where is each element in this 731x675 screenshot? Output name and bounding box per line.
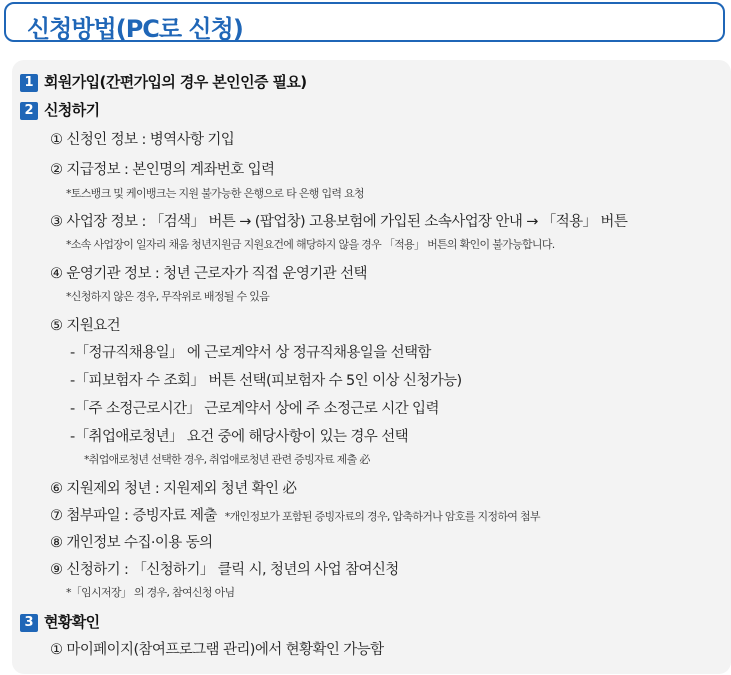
step-label: 신청하기 <box>44 101 100 119</box>
step-label: 현황확인 <box>44 613 100 631</box>
item-note: *취업애로청년 선택한 경우, 취업애로청년 관련 증빙자료 제출 必 <box>84 453 370 466</box>
step-3 <box>20 611 100 632</box>
item-note: *소속 사업장이 일자리 채움 청년지원금 지원요건에 해당하지 않을 경우 「적용」 버튼의 확인이 불가능합니다. <box>66 238 555 251</box>
list-item: ③ 사업장 정보 : 「검색」 버튼 → (팝업창) 고용보험에 가입된 소속사업장 안내 → 「적용」 버튼 <box>50 214 628 230</box>
sub-item: -「주 소정근로시간」 근로계약서 상에 주 소정근로 시간 입력 <box>70 401 439 417</box>
list-item: ⑥ 지원제외 청년 : 지원제외 청년 확인 必 <box>50 481 297 497</box>
item-note: *신청하지 않은 경우, 무작위로 배정될 수 있음 <box>66 290 270 303</box>
list-item: ① 신청인 정보 : 병역사항 기입 <box>50 132 235 148</box>
list-item: ① 마이페이지(참여프로그램 관리)에서 현황확인 가능함 <box>50 642 384 658</box>
page-title: 신청방법(PC로 신청) <box>27 15 243 43</box>
list-item: ⑤ 지원요건 <box>50 318 121 334</box>
sub-item: -「취업애로청년」 요건 중에 해당사항이 있는 경우 선택 <box>70 429 409 445</box>
section-title-box <box>4 2 725 42</box>
item-note: *개인정보가 포함된 증빙자료의 경우, 압축하거나 암호를 지정하여 첨부 <box>224 510 540 523</box>
step-2 <box>20 99 100 120</box>
sub-item: -「정규직채용일」 에 근로계약서 상 정규직채용일을 선택함 <box>70 345 431 361</box>
list-item: ④ 운영기관 정보 : 청년 근로자가 직접 운영기관 선택 <box>50 266 367 282</box>
step-number-badge: 2 <box>20 102 38 120</box>
item-note: *토스뱅크 및 케이뱅크는 지원 불가능한 은행으로 타 은행 입력 요청 <box>66 187 364 200</box>
step-label: 회원가입(간편가입의 경우 본인인증 필요) <box>44 73 307 91</box>
content-panel <box>12 60 731 674</box>
step-1 <box>20 71 307 92</box>
list-item: ⑧ 개인정보 수집·이용 동의 <box>50 535 213 551</box>
item-label: ⑦ 첨부파일 : 증빙자료 제출 <box>50 508 217 524</box>
step-number-badge: 1 <box>20 74 38 92</box>
sub-item: -「피보험자 수 조회」 버튼 선택(피보험자 수 5인 이상 신청가능) <box>70 373 462 389</box>
list-item: ⑨ 신청하기 : 「신청하기」 클릭 시, 청년의 사업 참여신청 <box>50 562 399 578</box>
list-item: ② 지급정보 : 본인명의 계좌번호 입력 <box>50 162 275 178</box>
item-note: *「임시저장」 의 경우, 참여신청 아님 <box>66 586 235 599</box>
step-number-badge: 3 <box>20 614 38 632</box>
list-item <box>50 504 540 525</box>
